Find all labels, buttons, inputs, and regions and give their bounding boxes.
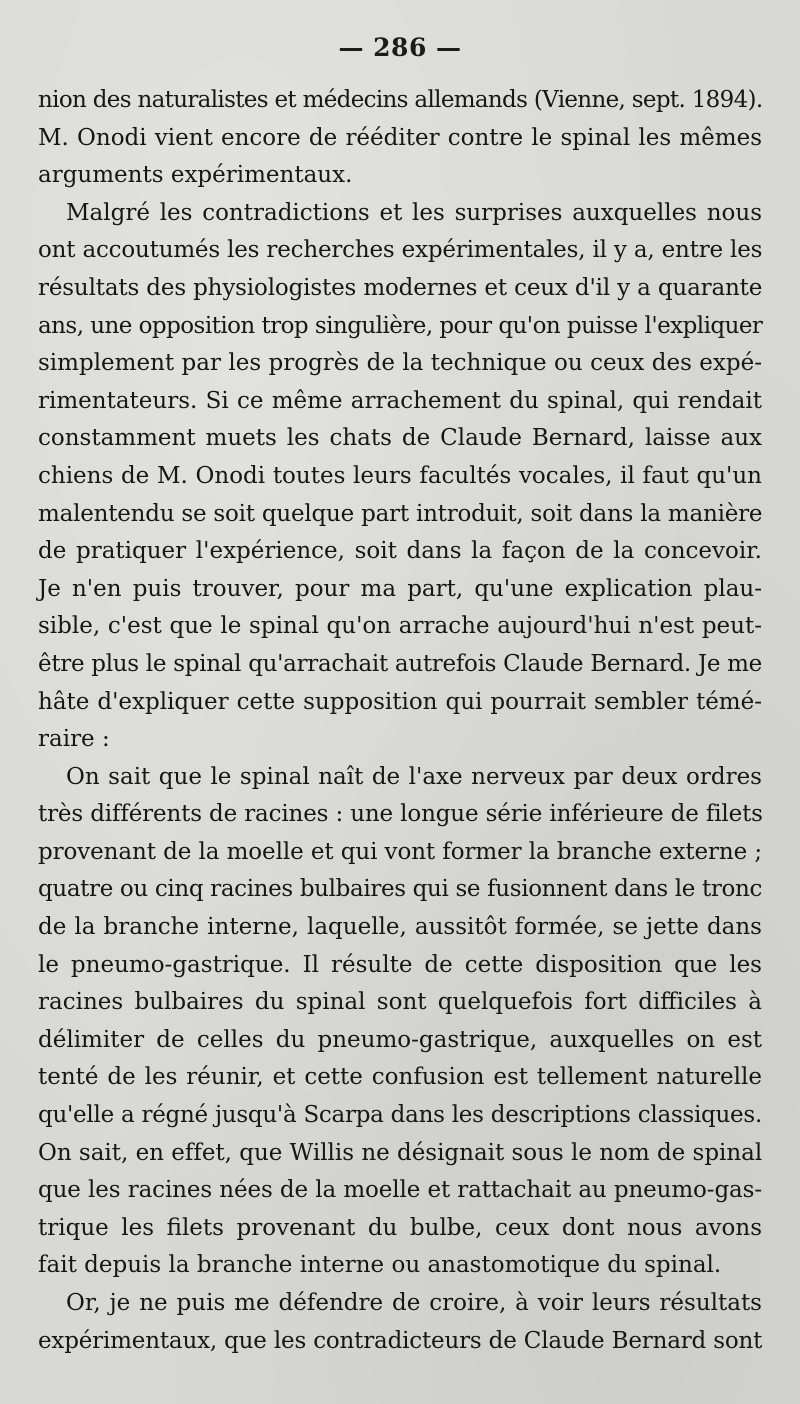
text-line: Je n'en puis trouver, pour ma part, qu'une explication plau- — [38, 575, 762, 602]
page-number: — 286 — — [338, 33, 462, 62]
text-line: chiens de M. Onodi toutes leurs facultés vocales, il faut qu'un — [38, 462, 762, 489]
text-line: raire : — [38, 726, 110, 753]
text-line: M. Onodi vient encore de rééditer contre le spinal les mêmes — [38, 124, 762, 151]
text-line: tenté de les réunir, et cette confusion est tellement naturelle — [38, 1064, 762, 1091]
text-line: expérimentaux, que les contradicteurs de Claude Bernard sont — [38, 1327, 763, 1354]
text-line: très différents de racines : une longue série inférieure de filets — [38, 801, 763, 828]
text-line: hâte d'expliquer cette supposition qui pourrait sembler témé- — [38, 688, 762, 715]
text-line: quatre ou cinq racines bulbaires qui se fusionnent dans le tronc — [38, 876, 762, 903]
text-line: résultats des physiologistes modernes et ceux d'il y a quarante — [38, 274, 763, 301]
body-text — [38, 82, 762, 1360]
text-line: arguments expérimentaux. — [38, 162, 353, 189]
text-line: ans, une opposition trop singulière, pour qu'on puisse l'expliquer — [38, 312, 763, 339]
text-line: Or, je ne puis me défendre de croire, à voir leurs résultats — [66, 1290, 762, 1316]
text-line: rimentateurs. Si ce même arrachement du spinal, qui rendait — [38, 387, 762, 414]
text-line: de pratiquer l'expérience, soit dans la façon de la concevoir. — [38, 538, 762, 565]
text-line: de la branche interne, laquelle, aussitôt formée, se jette dans — [38, 914, 762, 941]
text-line: fait depuis la branche interne ou anastomotique du spinal. — [38, 1252, 722, 1279]
text-line: sible, c'est que le spinal qu'on arrache aujourd'hui n'est peut- — [38, 613, 762, 640]
text-line: que les racines nées de la moelle et rattachait au pneumo-gas- — [38, 1177, 762, 1204]
text-line: constamment muets les chats de Claude Bernard, laisse aux — [38, 425, 762, 452]
text-line: le pneumo-gastrique. Il résulte de cette disposition que les — [38, 951, 762, 978]
text-line: ont accoutumés les recherches expérimentales, il y a, entre les — [38, 237, 763, 264]
text-line: provenant de la moelle et qui vont former la branche externe ; — [38, 838, 762, 865]
text-line: simplement par les progrès de la technique ou ceux des expé- — [38, 350, 762, 377]
text-line: On sait que le spinal naît de l'axe nerveux par deux ordres — [66, 763, 762, 790]
text-line: délimiter de celles du pneumo-gastrique, auxquelles on est — [38, 1026, 762, 1053]
text-line: malentendu se soit quelque part introduit, soit dans la manière — [38, 500, 763, 527]
text-line: Malgré les contradictions et les surprises auxquelles nous — [66, 199, 762, 226]
text-line: qu'elle a régné jusqu'à Scarpa dans les descriptions classiques. — [38, 1102, 762, 1129]
text-line: racines bulbaires du spinal sont quelquefois fort difficiles à — [38, 989, 762, 1016]
text-line: nion des naturalistes et médecins allemands (Vienne, sept. 1894). — [38, 87, 763, 113]
text-line: trique les filets provenant du bulbe, ceux dont nous avons — [38, 1214, 762, 1241]
text-line: être plus le spinal qu'arrachait autrefois Claude Bernard. Je me — [38, 650, 762, 677]
text-line: On sait, en effet, que Willis ne désignait sous le nom de spinal — [38, 1139, 763, 1166]
